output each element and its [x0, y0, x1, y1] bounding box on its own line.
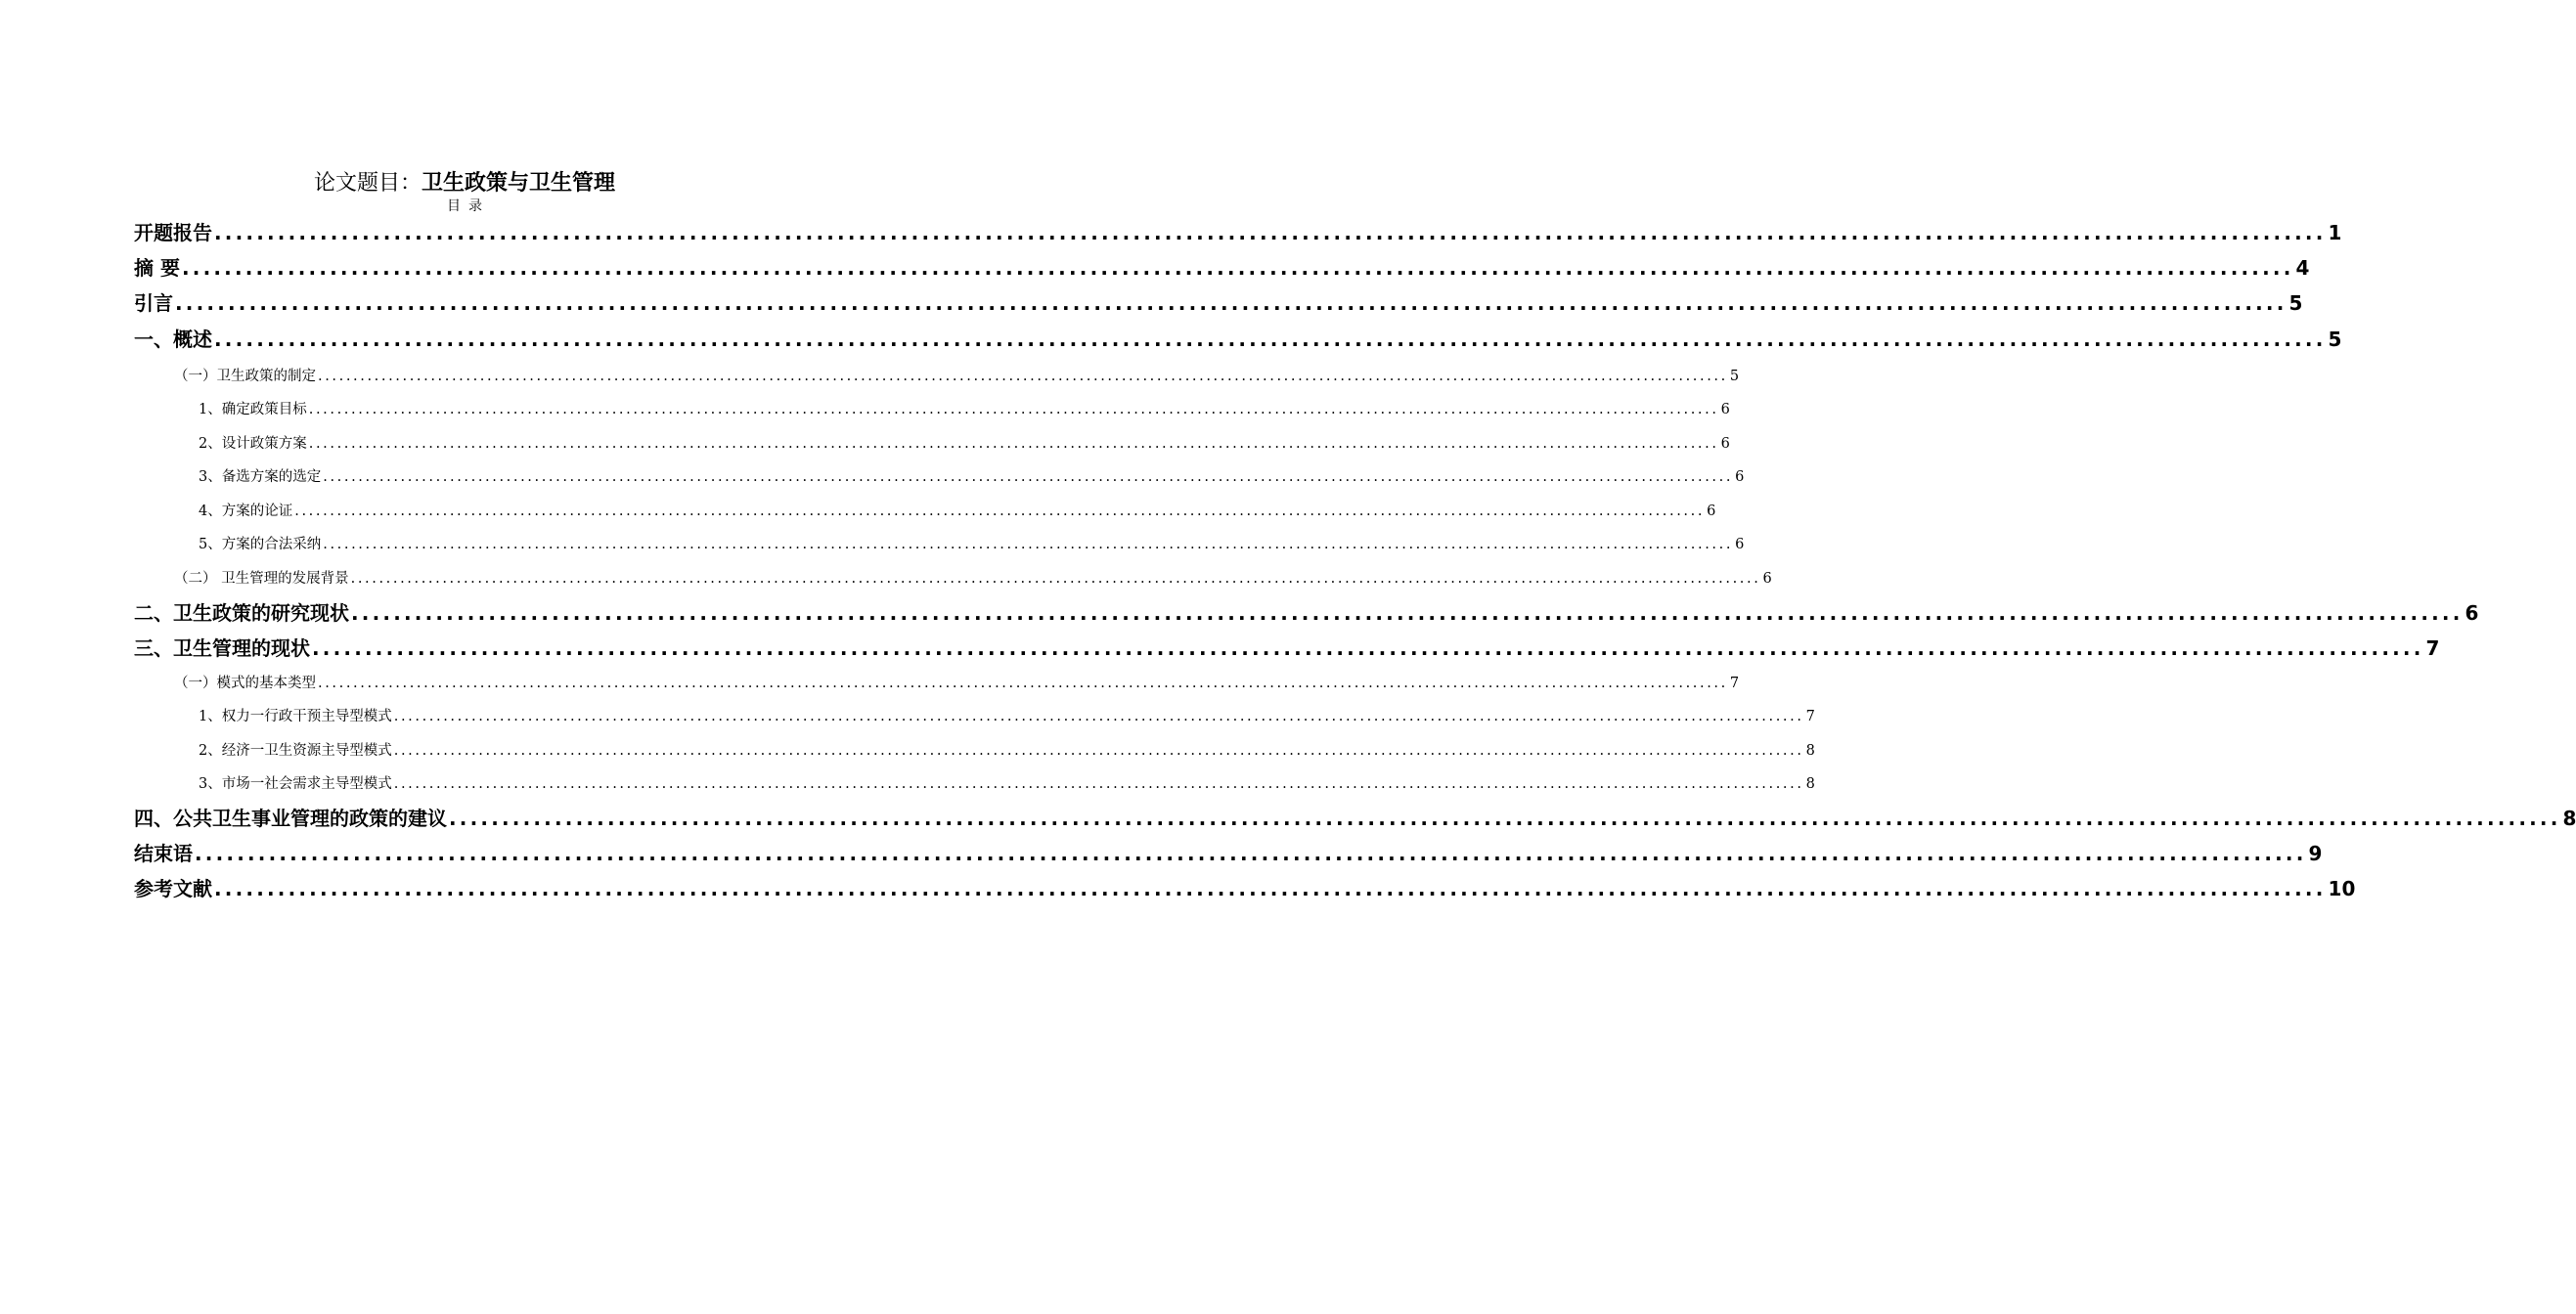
toc-entry-page-number: 6: [1720, 436, 1730, 452]
toc-leader-dots: ........................................................................................................................................................................................................: [393, 776, 1804, 792]
toc-leader-dots: ........................................................................................................................................................................................................: [393, 709, 1804, 724]
toc-entry[interactable]: [199, 734, 1815, 767]
toc-entry-title: 参考文献: [134, 877, 212, 900]
toc-entry[interactable]: [134, 801, 2576, 836]
toc-entry-page-number: 5: [2288, 291, 2303, 315]
toc-heading: 目录: [447, 198, 490, 214]
paper-title-label: 论文题目：: [313, 171, 422, 196]
toc-entry-title: 2、经济一卫生资源主导型模式: [199, 743, 392, 759]
toc-entry[interactable]: [199, 460, 1745, 494]
toc-leader-dots: ........................................................................................................................................................................................................: [175, 291, 2287, 315]
toc-entry[interactable]: [174, 667, 1740, 700]
toc-entry-title: 一、概述: [134, 328, 212, 351]
toc-entry[interactable]: [199, 767, 1815, 801]
toc-entry-page-number: 8: [1805, 743, 1815, 759]
toc-entry[interactable]: [199, 528, 1745, 561]
toc-entry-title: 摘 要: [134, 256, 180, 280]
toc-entry-title: （一）卫生政策的制定: [174, 369, 316, 384]
toc-entry-title: 1、权力一行政干预主导型模式: [199, 709, 392, 724]
toc-entry-page-number: 10: [2328, 877, 2356, 900]
toc-entry-page-number: 8: [2562, 807, 2576, 830]
toc-entry-title: 三、卫生管理的现状: [134, 636, 310, 660]
toc-leader-dots: ........................................................................................................................................................................................................: [351, 601, 2464, 625]
toc-entry[interactable]: [134, 836, 2323, 871]
toc-entry-page-number: 5: [1729, 369, 1740, 384]
toc-leader-dots: ........................................................................................................................................................................................................: [350, 571, 1761, 587]
toc-leader-dots: ........................................................................................................................................................................................................: [312, 636, 2424, 660]
paper-title-topic: 卫生政策与卫生管理: [422, 170, 616, 196]
toc-entry-page-number: 1: [2328, 221, 2342, 244]
toc-entry-page-number: 5: [2328, 328, 2342, 351]
toc-entry[interactable]: [199, 700, 1815, 733]
toc-leader-dots: ........................................................................................................................................................................................................: [308, 402, 1719, 417]
toc-entry[interactable]: [134, 285, 2303, 321]
toc-leader-dots: ........................................................................................................................................................................................................: [195, 842, 2307, 865]
toc-entry-page-number: 7: [1729, 676, 1740, 691]
toc-leader-dots: ........................................................................................................................................................................................................: [449, 807, 2561, 830]
toc-entry[interactable]: [174, 360, 1740, 393]
toc-entry[interactable]: [134, 871, 2356, 906]
toc-leader-dots: ........................................................................................................................................................................................................: [318, 369, 1728, 384]
toc-entry-title: （一）模式的基本类型: [174, 676, 316, 691]
toc-entry[interactable]: [199, 427, 1730, 460]
toc-entry-title: 3、市场一社会需求主导型模式: [199, 776, 392, 792]
toc-leader-dots: ........................................................................................................................................................................................................: [214, 328, 2327, 351]
toc-entry-page-number: 7: [2425, 636, 2440, 660]
toc-entry-page-number: 7: [1805, 709, 1815, 724]
toc-entry-title: 1、确定政策目标: [199, 402, 307, 417]
toc-leader-dots: ........................................................................................................................................................................................................: [318, 676, 1728, 691]
toc-entry-title: 5、方案的合法采纳: [199, 537, 322, 552]
toc-entry[interactable]: [134, 215, 2342, 250]
toc-leader-dots: ........................................................................................................................................................................................................: [323, 537, 1734, 552]
toc-entry-title: 四、公共卫生事业管理的政策的建议: [134, 807, 447, 830]
toc-entry-page-number: 6: [1735, 537, 1745, 552]
paper-title: [0, 168, 929, 198]
toc-entry-page-number: 6: [1707, 504, 1716, 519]
toc-entry[interactable]: [134, 250, 2310, 285]
toc-entry[interactable]: [199, 495, 1716, 528]
toc-entry-title: 开题报告: [134, 221, 212, 244]
toc-entry-page-number: 6: [1735, 469, 1745, 485]
toc-entry-page-number: 8: [1805, 776, 1815, 792]
toc-entry[interactable]: [134, 595, 2479, 631]
toc-leader-dots: ........................................................................................................................................................................................................: [308, 436, 1719, 452]
toc-leader-dots: ........................................................................................................................................................................................................: [214, 221, 2327, 244]
toc-entry-title: 3、备选方案的选定: [199, 469, 322, 485]
toc-leader-dots: ........................................................................................................................................................................................................: [181, 256, 2294, 280]
toc-leader-dots: ........................................................................................................................................................................................................: [294, 504, 1706, 519]
toc-leader-dots: ........................................................................................................................................................................................................: [214, 877, 2327, 900]
toc-entry-page-number: 6: [1762, 571, 1772, 587]
toc-leader-dots: ........................................................................................................................................................................................................: [393, 743, 1804, 759]
toc-entry-title: 2、设计政策方案: [199, 436, 307, 452]
toc-entry-title: 引言: [134, 291, 173, 315]
toc-entry[interactable]: [174, 562, 1772, 595]
toc-leader-dots: ........................................................................................................................................................................................................: [323, 469, 1734, 485]
toc-entry[interactable]: [199, 393, 1730, 426]
toc-entry-title: 4、方案的论证: [199, 504, 293, 519]
toc-entry-title: 结束语: [134, 842, 193, 865]
toc-entry-title: 二、卫生政策的研究现状: [134, 601, 349, 625]
toc-entry-title: （二） 卫生管理的发展背景: [174, 571, 349, 587]
toc-entry-page-number: 4: [2295, 256, 2310, 280]
toc-entry-page-number: 6: [2465, 601, 2479, 625]
toc-entry[interactable]: [134, 631, 2440, 666]
toc-entry-page-number: 9: [2308, 842, 2323, 865]
toc-entry-page-number: 6: [1720, 402, 1730, 417]
toc-entry[interactable]: [134, 322, 2342, 357]
